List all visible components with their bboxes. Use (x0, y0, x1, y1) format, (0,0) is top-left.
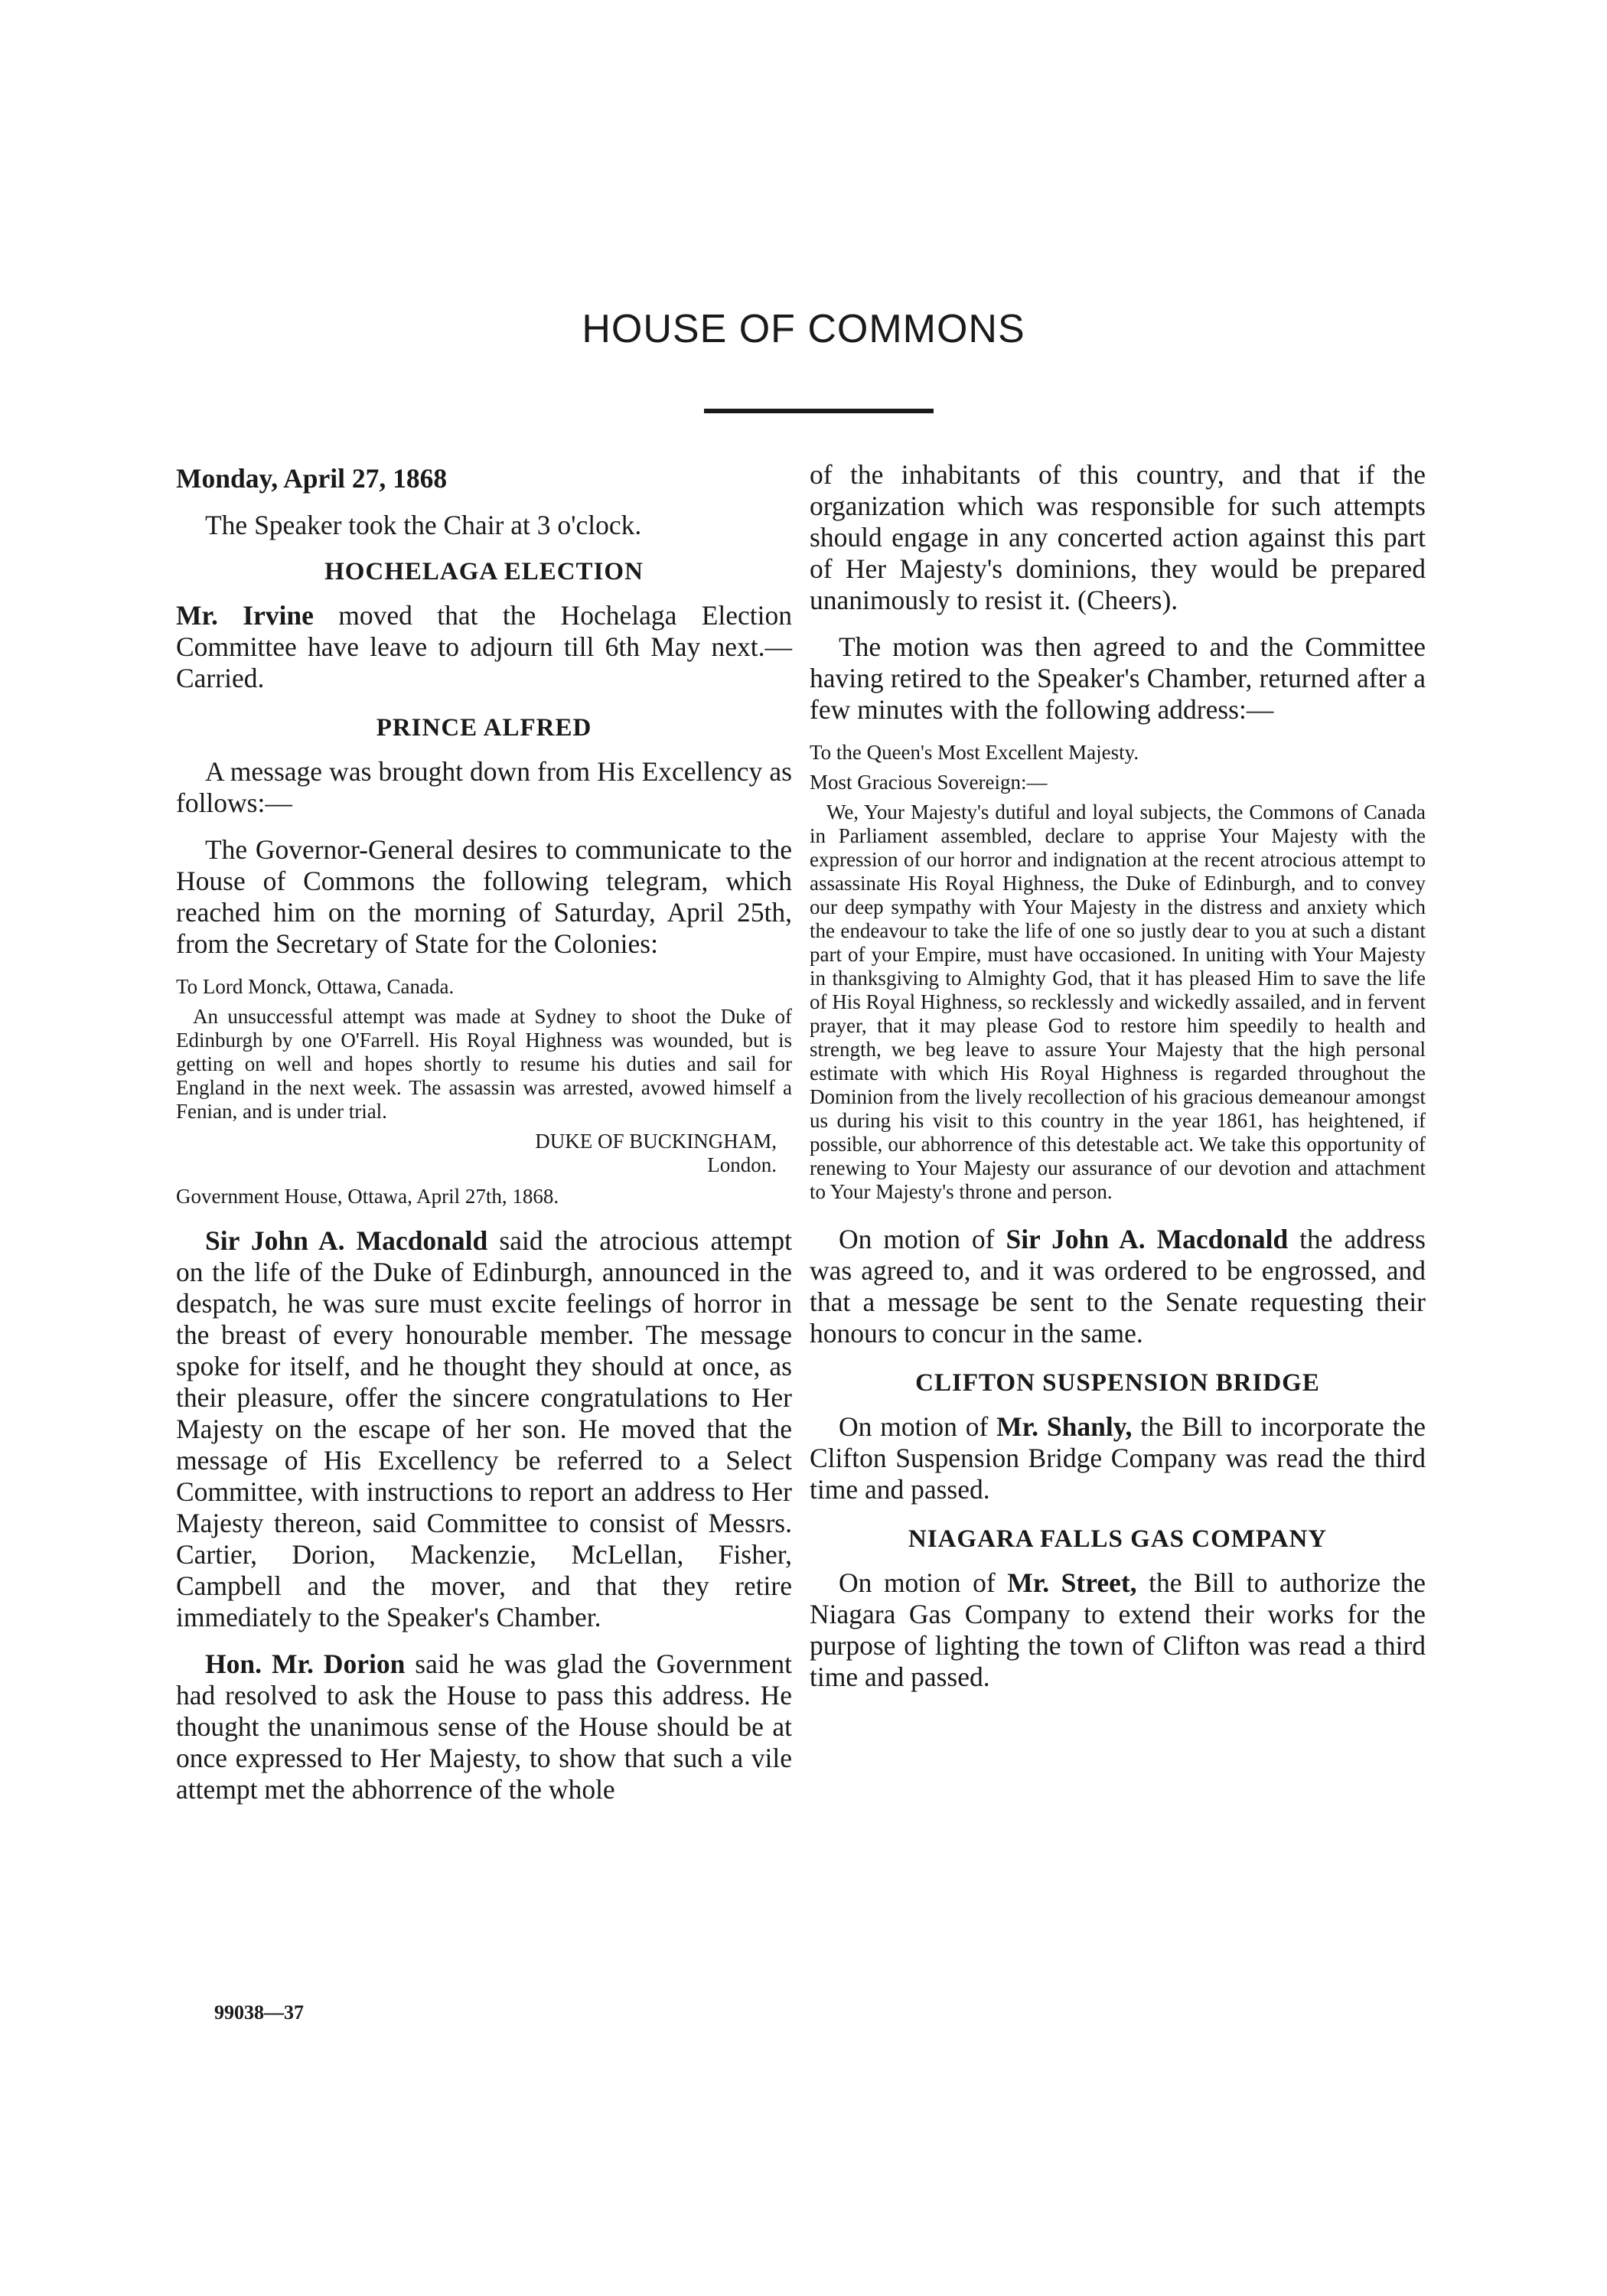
telegram-text: An unsuccessful attempt was made at Sydney to shoot the Duke of Edinburgh by one O'Farrell. His Royal Highness was wounded, but is getting on well and hopes shortly to resume his duties and sail for England in the next week. The assassin was arrested, avowed himself a Fenian, and is under trial. (176, 1005, 792, 1123)
address-block (810, 741, 1426, 1204)
title-rule (704, 409, 934, 413)
heading-hochelaga: HOCHELAGA ELECTION (324, 558, 644, 585)
print-code: 99038—37 (214, 2001, 304, 2024)
clifton-paragraph: On motion of Mr. Shanly, the Bill to incorporate the Clifton Suspension Bridge Company was read the third time and passed. (810, 1411, 1426, 1505)
left-column (176, 463, 792, 1821)
telegram-block (176, 975, 792, 1208)
motion-paragraph: The motion was then agreed to and the Committee having retired to the Speaker's Chamber, returned after a few minutes with the following address:— (810, 631, 1426, 725)
governor-general-paragraph: The Governor-General desires to communicate to the House of Commons the following telegram, which reached him on the morning of Saturday, April 25th, from the Secretary of State for the Colonies: (176, 834, 792, 959)
hochelaga-paragraph: Mr. Irvine moved that the Hochelaga Election Committee have leave to adjourn till 6th May next.—Carried. (176, 600, 792, 693)
dorion-paragraph: Hon. Mr. Dorion said he was glad the Government had resolved to ask the House to pass this address. He thought the unanimous sense of the House should be at once expressed to Her Majesty, to show that such a vile attempt met the abhorrence of the whole (176, 1649, 793, 1805)
session-date: Monday, April 27, 1868 (176, 463, 448, 494)
address-body: We, Your Majesty's dutiful and loyal subjects, the Commons of Canada in Parliament assembled, declare to apprise Your Majesty with the expression of our horror and indignation at the recent atrocious attempt to assassinate His Royal Highness, the Duke of Edinburgh, and to convey our deep sympathy with Your Majesty in the distress and anxiety which the endeavour to take the life of one so justly dear to you at such a distant part of your Empire, must have occasioned. In uniting with Your Majesty in thanksgiving to Almighty God, that it has pleased Him to save the life of His Royal Highness, so recklessly and wickedly assailed, and in fervent prayer, that it may please God to restore him speedily to health and strength, we beg leave to assure Your Majesty that the high personal estimate with which His Royal Highness is regarded throughout the Dominion from the lively recollection of his gracious demeanour amongst us during his visit to this country in the year 1861, has heightened, if possible, our abhorrence of this detestable act. We take this opportunity of renewing to Your Majesty our assurance of our devotion and attachment to Your Majesty's throne and person. (810, 801, 1426, 1203)
niagara-paragraph: On motion of Mr. Street, the Bill to authorize the Niagara Gas Company to extend their works for the purpose of lighting the town of Clifton was read a third time and passed. (810, 1567, 1426, 1692)
member-name: Mr. Shanly, (996, 1411, 1133, 1442)
member-name: Mr. Street, (1007, 1567, 1137, 1598)
continued-paragraph: of the inhabitants of this country, and that if the organization which was responsible for such attempts should engage in any concerted action against this part of Her Majesty's dominions, they would be prepared unanimously to resist it. (Cheers). (810, 459, 1426, 615)
heading-niagara: NIAGARA FALLS GAS COMPANY (908, 1525, 1328, 1553)
message-intro: A message was brought down from His Excellency as follows:— (176, 756, 792, 818)
member-name: Sir John A. Macdonald (205, 1225, 488, 1256)
member-name: Sir John A. Macdonald (1006, 1224, 1289, 1254)
right-column (810, 459, 1426, 1708)
member-name: Mr. Irvine (176, 600, 314, 631)
page-title: HOUSE OF COMMONS (582, 307, 1025, 351)
telegram-signature: DUKE OF BUCKINGHAM, (535, 1130, 777, 1153)
telegram-address: To Lord Monck, Ottawa, Canada. (176, 975, 455, 998)
address-recipient: To the Queen's Most Excellent Majesty. (810, 741, 1139, 764)
government-house-line: Government House, Ottawa, April 27th, 1868. (176, 1185, 559, 1208)
telegram-location: London. (707, 1153, 777, 1176)
address-salutation: Most Gracious Sovereign:— (810, 771, 1048, 794)
member-name: Mr. Dorion (271, 1649, 406, 1679)
macdonald-paragraph: Sir John A. Macdonald said the atrocious attempt on the life of the Duke of Edinburgh, announced in the despatch, he was sure must excite feelings of horror in the breast of every honourable member. The message spoke for itself, and he thought they should at once, as their pleasure, offer the sincere congratulations to Her Majesty on the escape of her son. He moved that the message of His Excellency be referred to a Select Committee, with instructions to report an address to Her Majesty thereon, said Committee to consist of Messrs. Cartier, Dorion, Mackenzie, McLellan, Fisher, Campbell and the mover, and that they retire immediately to the Speaker's Chamber. (176, 1225, 792, 1632)
heading-prince-alfred: PRINCE ALFRED (376, 714, 592, 742)
speaker-note: The Speaker took the Chair at 3 o'clock. (205, 510, 642, 540)
on-motion-paragraph: On motion of Sir John A. Macdonald the address was agreed to, and it was ordered to be engrossed, and that a message be sent to the Senate requesting their honours to concur in the same. (810, 1224, 1426, 1349)
heading-clifton: CLIFTON SUSPENSION BRIDGE (915, 1369, 1320, 1397)
